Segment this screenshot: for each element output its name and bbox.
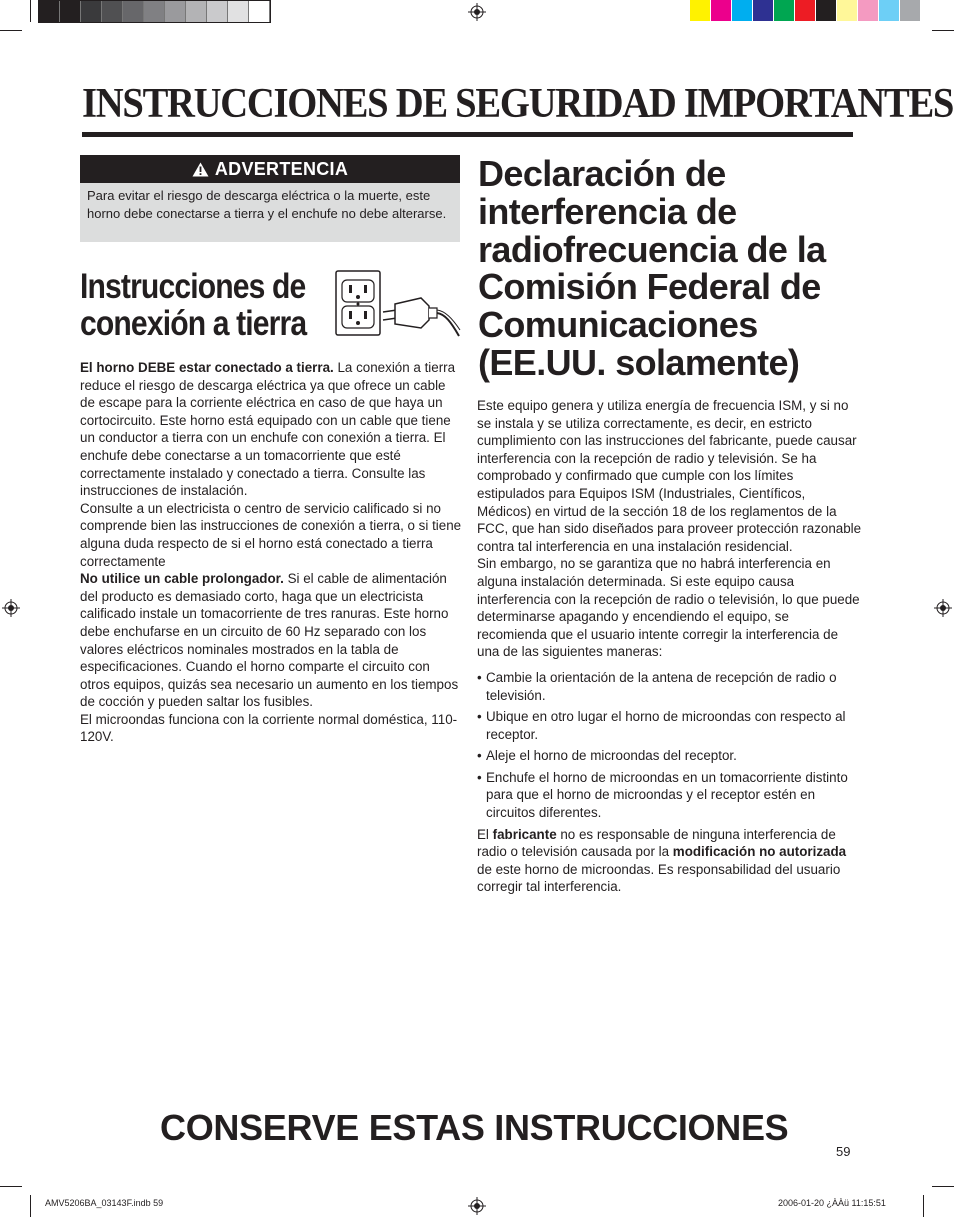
color-patch xyxy=(900,0,920,21)
color-patch xyxy=(753,0,773,21)
fcc-paragraph: Este equipo genera y utiliza energía de frecuencia ISM, y si no se instala y se utiliza correctamente, es decir, en estricto cumplimiento con las instrucciones del fabricante, puede causar interferencia con la recepción de radio y televisión. Se ha comprobado y confirmado que cumple con los límites estipulados para Equipos ISM (Industriales, Científicos, Médicos) en virtud de la sección 18 de los reglamentos de la FCC, que han sido diseñados para proveer protección razonable contra tal interferencia en una instalación residencial. xyxy=(477,398,862,554)
fcc-heading-line: (EE.UU. solamente) xyxy=(478,341,800,383)
color-patch xyxy=(774,0,794,21)
list-item: • Aleje el horno de microondas del receptor. xyxy=(477,747,862,765)
warning-triangle-icon xyxy=(192,162,209,177)
grounding-text: Si el cable de alimentación del producto es demasiado corto, haga que un electricista calificado instale un tomacorriente de tres ranuras. Este horno debe enchufarse en un circuito de 60 Hz separado con los valores eléctricos nominales mostrados en la tabla de especificaciones. Cuando el horno comparte el circuito con otros equipos, quizás sea necesario un aumento en los tiempos de cocción y pueden saltar los fusibles. xyxy=(80,571,459,710)
gray-patch xyxy=(81,1,102,22)
fcc-heading-line: Declaración de xyxy=(478,153,726,194)
fcc-remedy-list xyxy=(477,669,862,822)
gray-patch xyxy=(186,1,207,22)
gray-patch xyxy=(207,1,228,22)
color-patch xyxy=(837,0,857,21)
grounding-body xyxy=(80,359,462,746)
fcc-body xyxy=(477,397,862,896)
crop-mark xyxy=(923,1195,924,1217)
list-item: • Ubique en otro lugar el horno de microondas con respecto al receptor. xyxy=(477,708,862,743)
fcc-heading-line: interferencia de xyxy=(478,190,737,232)
crop-mark xyxy=(30,0,31,22)
registration-mark-icon xyxy=(468,1197,486,1215)
gray-patch xyxy=(60,1,81,22)
page-number: 59 xyxy=(836,1144,851,1159)
crop-mark xyxy=(0,30,22,31)
print-slug-timestamp: 2006-01-20 ¿ÀÀü 11:15:51 xyxy=(778,1198,886,1208)
fcc-emphasis: modificación no autorizada xyxy=(672,844,847,860)
crop-mark xyxy=(0,1186,22,1187)
title-divider xyxy=(82,132,853,137)
gray-patch xyxy=(165,1,186,22)
fcc-closing-paragraph xyxy=(477,826,862,896)
color-patch xyxy=(879,0,899,21)
print-slug-file: AMV5206BA_03143F.indb 59 xyxy=(45,1198,164,1208)
save-instructions-banner: CONSERVE ESTAS INSTRUCCIONES xyxy=(160,1107,789,1148)
crop-mark xyxy=(30,1195,31,1217)
fcc-heading xyxy=(478,155,878,382)
color-patch xyxy=(816,0,836,21)
crop-mark xyxy=(932,30,954,31)
fcc-text: El xyxy=(477,826,493,842)
grounding-emphasis: No utilice un cable prolongador. xyxy=(80,571,284,587)
grounding-paragraph: El microondas funciona con la corriente normal doméstica, 110-120V. xyxy=(80,711,458,745)
page-title: INSTRUCCIONES DE SEGURIDAD IMPORTANTES xyxy=(82,81,954,127)
fcc-heading-line: radiofrecuencia de la xyxy=(478,228,826,270)
grounding-heading-line: Instrucciones de xyxy=(80,267,306,306)
fcc-text: de este horno de microondas. Es responsabilidad del usuario corregir tal interferencia. xyxy=(477,861,841,895)
fcc-heading-line: Comunicaciones xyxy=(478,304,758,346)
grounding-heading xyxy=(80,267,307,343)
fcc-text: no es responsable de ninguna interferencia de radio o televisión causada por la xyxy=(477,826,836,860)
registration-mark-icon xyxy=(2,599,20,617)
list-item: • Cambie la orientación de la antena de recepción de radio o televisión. xyxy=(477,669,862,704)
color-patch xyxy=(690,0,710,21)
grounding-paragraph xyxy=(80,359,462,500)
registration-mark-icon xyxy=(934,599,952,617)
gray-patch xyxy=(102,1,123,22)
color-patch xyxy=(795,0,815,21)
grounding-emphasis: El horno DEBE estar conectado a tierra. xyxy=(80,360,334,375)
fcc-emphasis: fabricante xyxy=(492,826,557,842)
color-calibration-bar xyxy=(690,0,921,21)
gray-patch xyxy=(123,1,144,22)
warning-text: Para evitar el riesgo de descarga eléctrica o la muerte, este horno debe conectarse a tierra y el enchufe no debe alterarse. xyxy=(87,188,447,221)
gray-patch xyxy=(144,1,165,22)
warning-box xyxy=(80,155,460,242)
gray-patch xyxy=(228,1,249,22)
list-item: • Enchufe el horno de microondas en un tomacorriente distinto para que el horno de microondas y el receptor estén en circuitos diferentes. xyxy=(477,769,862,822)
grounding-paragraph xyxy=(80,570,462,711)
warning-label: ADVERTENCIA xyxy=(214,158,349,179)
gray-patch xyxy=(39,1,60,22)
grayscale-calibration-bar xyxy=(38,0,271,23)
grounding-text: La conexión a tierra reduce el riesgo de descarga eléctrica ya que ofrece un cable de escape para la corriente eléctrica en caso de que haya un cortocircuito. Este horno está equipado con un cable que tiene un conductor a tierra con un enchufe con conexión a tierra. El enchufe debe conectarse a un tomacorriente que esté correctamente instalado y conectado a tierra. Consulte las instrucciones de instalación. xyxy=(80,360,456,499)
color-patch xyxy=(732,0,752,21)
fcc-heading-line: Comisión Federal de xyxy=(478,266,821,308)
color-patch xyxy=(858,0,878,21)
gray-patch xyxy=(249,1,270,22)
grounded-outlet-plug-icon xyxy=(333,268,461,340)
crop-mark xyxy=(932,1186,954,1187)
warning-header xyxy=(80,155,460,183)
fcc-paragraph: Sin embargo, no se garantiza que no habrá interferencia en alguna instalación determinada. Si este equipo causa interferencia con la recepción de radio o televisión, lo que puede determinarse apagando y encendiendo el equipo, se recomienda que el usuario intente corregir la interferencia de una de las siguientes maneras: xyxy=(477,556,860,660)
grounding-heading-line: conexión a tierra xyxy=(80,304,307,343)
color-patch xyxy=(711,0,731,21)
grounding-paragraph: Consulte a un electricista o centro de servicio calificado si no comprende bien las instrucciones de conexión a tierra, o si tiene alguna duda respecto de si el horno está conectado a tierra correctamente xyxy=(80,500,462,569)
registration-mark-icon xyxy=(468,3,486,21)
